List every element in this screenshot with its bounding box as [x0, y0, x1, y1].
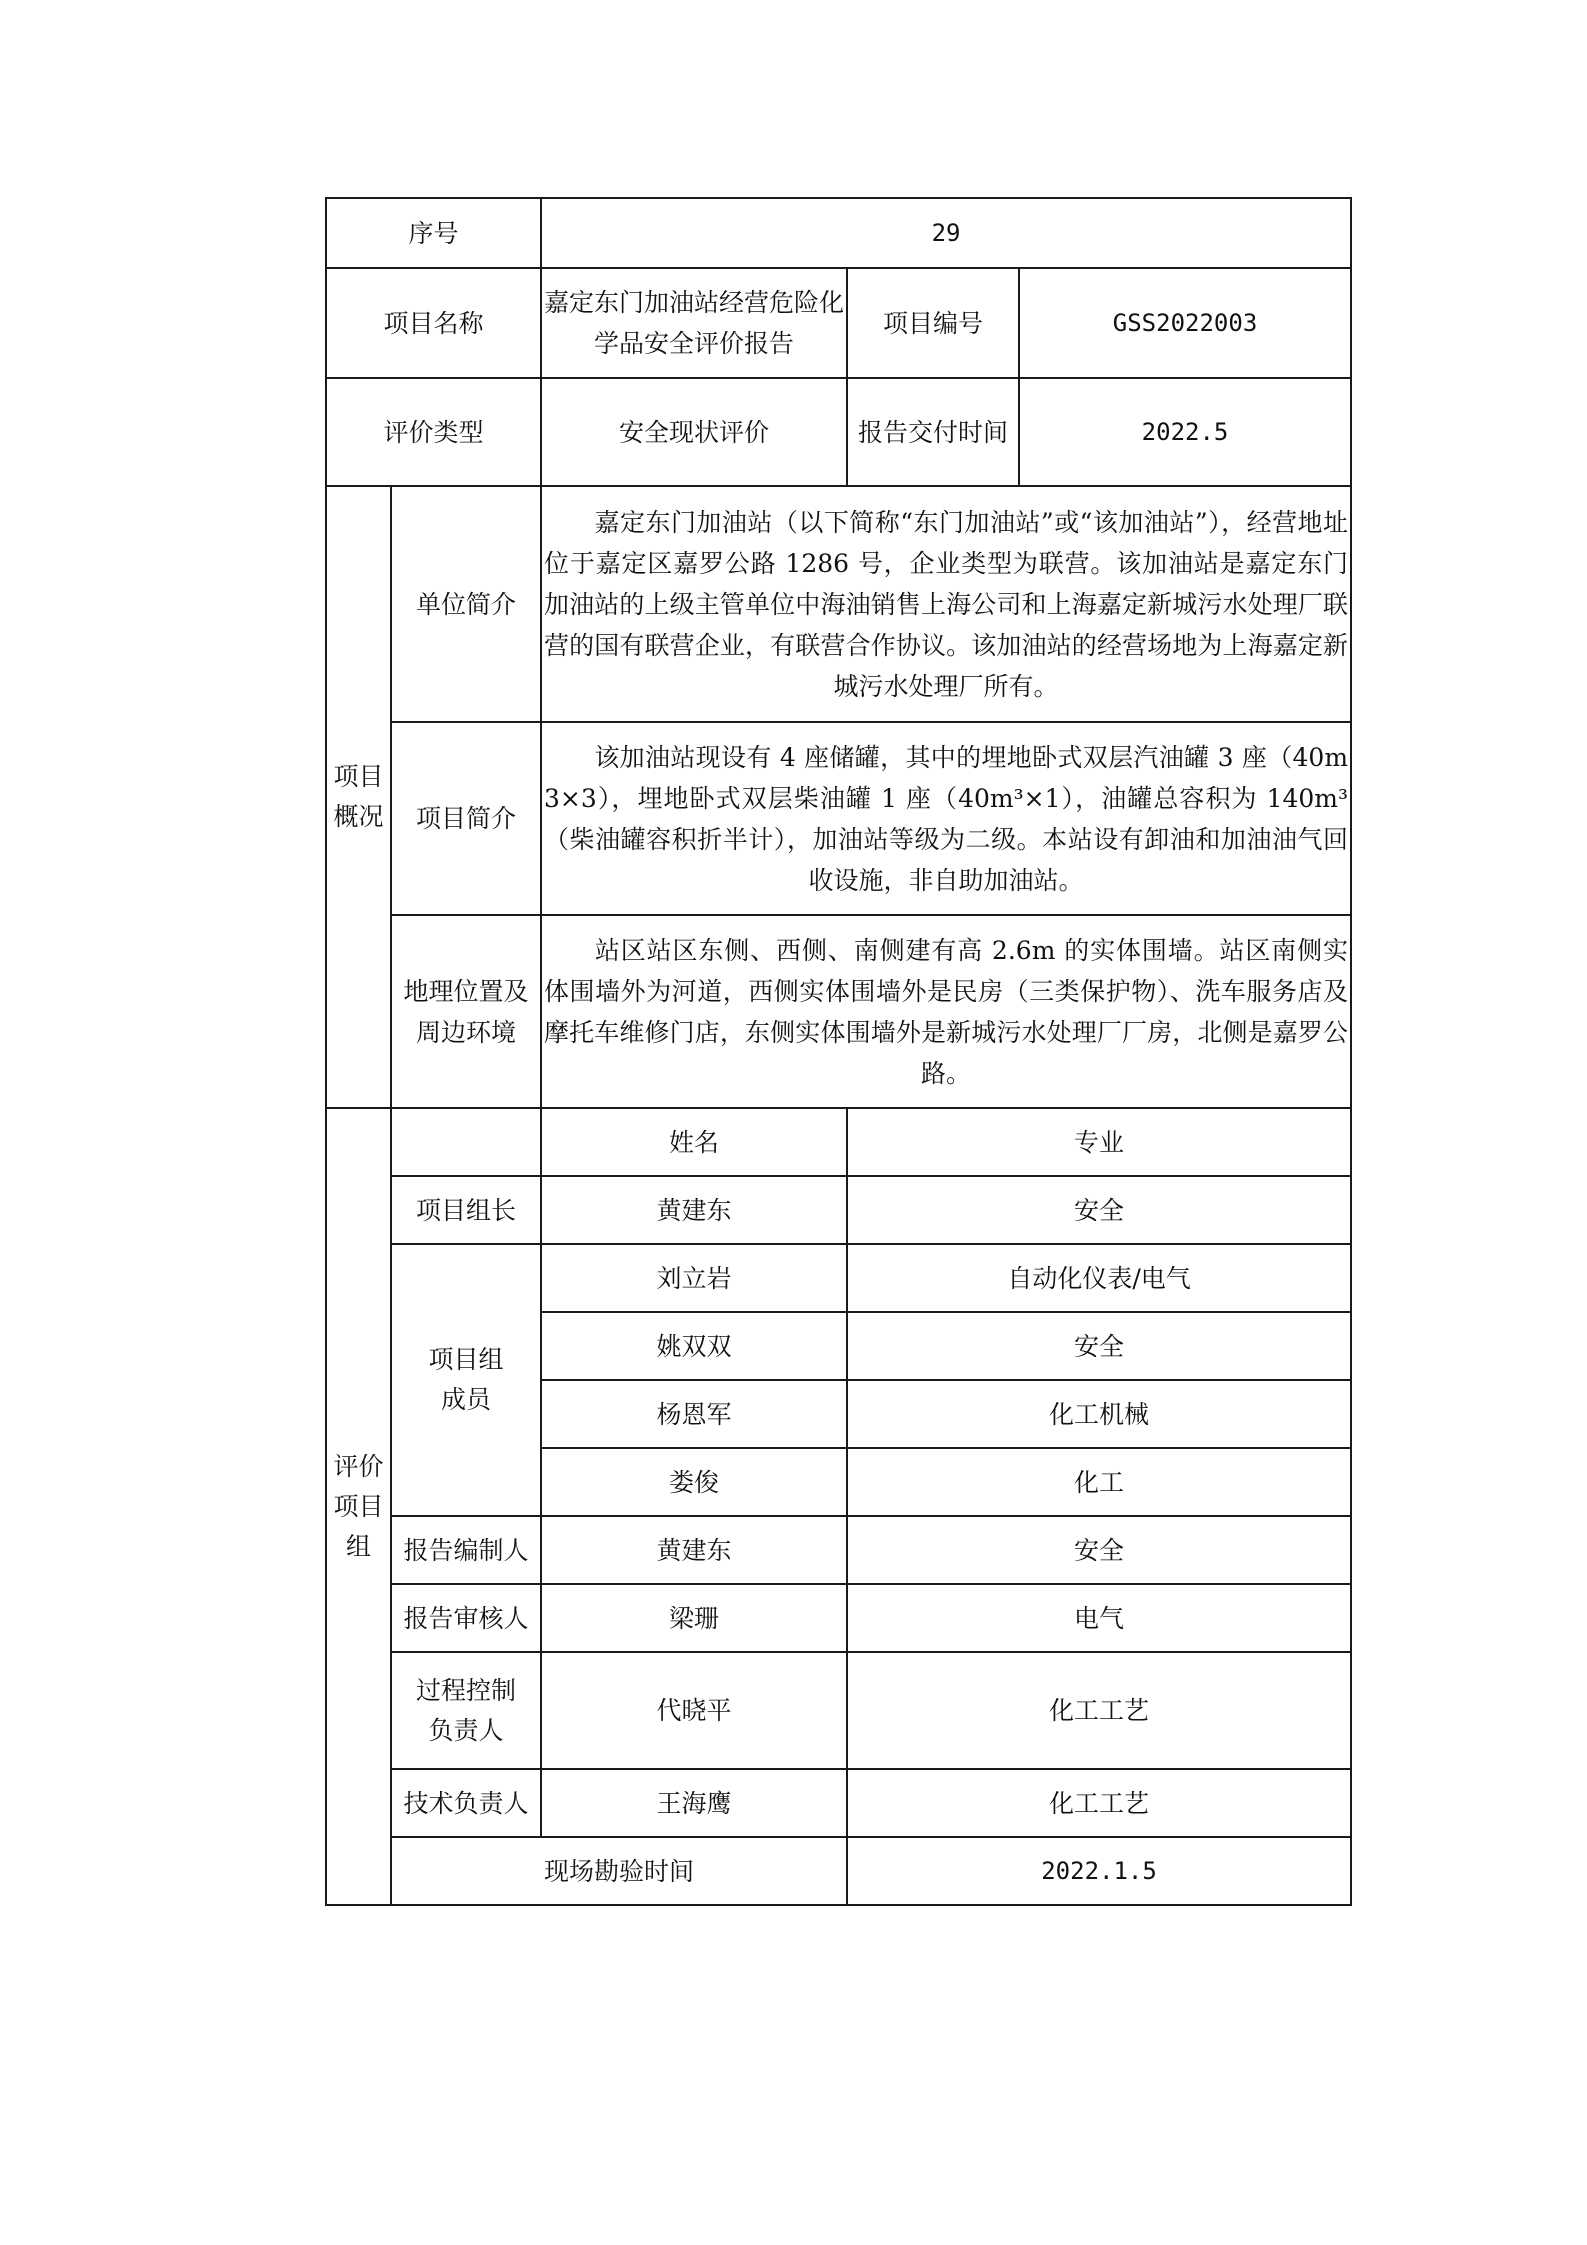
serial-value: 29: [541, 198, 1351, 268]
reviewer-major: 电气: [847, 1584, 1351, 1652]
eval-type-row: [326, 378, 1351, 486]
major-column-header: 专业: [847, 1108, 1351, 1176]
team-member-row: [326, 1244, 1351, 1312]
project-name-row: [326, 268, 1351, 378]
eval-type-value: 安全现状评价: [541, 378, 847, 486]
compiler-name: 黄建东: [541, 1516, 847, 1584]
project-name-label: 项目名称: [326, 268, 541, 378]
process-control-row: [326, 1652, 1351, 1769]
process-control-name: 代晓平: [541, 1652, 847, 1769]
team-member-name: 刘立岩: [541, 1244, 847, 1312]
serial-row: [326, 198, 1351, 268]
reviewer-row: [326, 1584, 1351, 1652]
unit-intro-label: 单位简介: [391, 486, 541, 722]
reviewer-label: 报告审核人: [391, 1584, 541, 1652]
team-leader-major: 安全: [847, 1176, 1351, 1244]
compiler-label: 报告编制人: [391, 1516, 541, 1584]
team-member-name: 杨恩军: [541, 1380, 847, 1448]
team-member-major: 化工: [847, 1448, 1351, 1516]
team-member-name: 姚双双: [541, 1312, 847, 1380]
process-control-label: 过程控制负责人: [391, 1652, 541, 1769]
team-leader-row: [326, 1176, 1351, 1244]
unit-intro-row: [326, 486, 1351, 722]
serial-label: 序号: [326, 198, 541, 268]
team-members-label: 项目组成员: [391, 1244, 541, 1516]
tech-lead-major: 化工工艺: [847, 1769, 1351, 1837]
team-section-label: 评价项目组: [326, 1108, 391, 1905]
project-intro-text: 该加油站现设有 4 座储罐，其中的埋地卧式双层汽油罐 3 座（40m3×3），埋地卧式双层柴油罐 1 座（40m³×1），油罐总容积为 140m³（柴油罐容积折半计），加油站等级为二级。本站设有卸油和加油油气回收设施，非自助加油站。: [541, 722, 1351, 915]
project-intro-label: 项目简介: [391, 722, 541, 915]
team-leader-name: 黄建东: [541, 1176, 847, 1244]
location-label: 地理位置及周边环境: [391, 915, 541, 1108]
delivery-time-label: 报告交付时间: [847, 378, 1019, 486]
reviewer-name: 梁珊: [541, 1584, 847, 1652]
eval-type-label: 评价类型: [326, 378, 541, 486]
name-column-header: 姓名: [541, 1108, 847, 1176]
location-text: 站区站区东侧、西侧、南侧建有高 2.6m 的实体围墙。站区南侧实体围墙外为河道，西侧实体围墙外是民房（三类保护物）、洗车服务店及摩托车维修门店，东侧实体围墙外是新城污水处理厂厂房，北侧是嘉罗公路。: [541, 915, 1351, 1108]
tech-lead-row: [326, 1769, 1351, 1837]
compiler-row: [326, 1516, 1351, 1584]
compiler-major: 安全: [847, 1516, 1351, 1584]
project-no-label: 项目编号: [847, 268, 1019, 378]
project-no-value: GSS2022003: [1019, 268, 1351, 378]
survey-value: 2022.1.5: [847, 1837, 1351, 1905]
location-row: [326, 915, 1351, 1108]
delivery-time-value: 2022.5: [1019, 378, 1351, 486]
project-intro-row: [326, 722, 1351, 915]
tech-lead-label: 技术负责人: [391, 1769, 541, 1837]
team-member-major: 自动化仪表/电气: [847, 1244, 1351, 1312]
team-header-blank: [391, 1108, 541, 1176]
tech-lead-name: 王海鹰: [541, 1769, 847, 1837]
team-leader-label: 项目组长: [391, 1176, 541, 1244]
team-member-major: 化工机械: [847, 1380, 1351, 1448]
project-name-value: 嘉定东门加油站经营危险化学品安全评价报告: [541, 268, 847, 378]
team-member-major: 安全: [847, 1312, 1351, 1380]
survey-row: [326, 1837, 1351, 1905]
process-control-major: 化工工艺: [847, 1652, 1351, 1769]
overview-section-label: 项目概况: [326, 486, 391, 1108]
unit-intro-text: 嘉定东门加油站（以下简称“东门加油站”或“该加油站”），经营地址位于嘉定区嘉罗公路 1286 号，企业类型为联营。该加油站是嘉定东门加油站的上级主管单位中海油销售上海公司和上海嘉定新城污水处理厂联营的国有联营企业，有联营合作协议。该加油站的经营场地为上海嘉定新城污水处理厂所有。: [541, 486, 1351, 722]
survey-label: 现场勘验时间: [391, 1837, 847, 1905]
team-header-row: [326, 1108, 1351, 1176]
evaluation-record-table: [325, 197, 1352, 1906]
team-member-name: 娄俊: [541, 1448, 847, 1516]
